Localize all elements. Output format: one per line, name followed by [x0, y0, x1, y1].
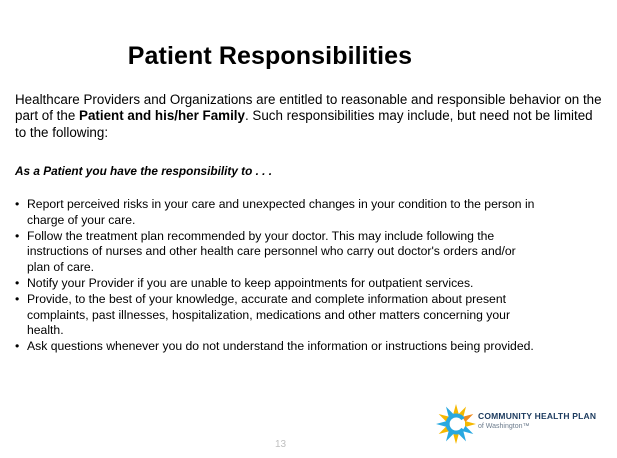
intro-paragraph: [15, 92, 605, 141]
list-item-text: Follow the treatment plan recommended by your doctor. This may include following the instructions of nurses and other health care personnel who carry out doctor's orders and/or plan of care.: [27, 228, 516, 275]
intro-bold-phrase: Patient and his/her Family: [79, 108, 245, 124]
community-health-plan-logo: [436, 402, 616, 446]
list-item: [15, 276, 535, 292]
list-item-text: Report perceived risks in your care and unexpected changes in your condition to the person in charge of your care.: [27, 197, 535, 227]
list-item-text: Provide, to the best of your knowledge, accurate and complete information about present complaints, past illnesses, hospitalization, medications and other matters concerning your health.: [27, 291, 511, 338]
bullet-icon: •: [15, 275, 20, 290]
responsibility-lead-in: As a Patient you have the responsibility to . . .: [15, 164, 272, 178]
page-title: Patient Responsibilities: [127, 42, 413, 70]
bullet-icon: •: [15, 291, 20, 306]
list-item-text: Notify your Provider if you are unable to keep appointments for outpatient services.: [27, 275, 474, 290]
responsibility-list: [15, 197, 535, 355]
list-item: [15, 197, 535, 229]
bullet-icon: •: [15, 197, 20, 211]
list-item: [15, 339, 535, 355]
logo-name: COMMUNITY HEALTH PLAN: [478, 411, 597, 421]
intro-text-end: . Such responsibilities may include, but need not be limited to the following:: [15, 108, 593, 140]
intro-text-start: Healthcare Providers and Organizations are entitled to reasonable and responsible behavior on the part of the: [15, 92, 602, 124]
list-item-text: Ask questions whenever you do not understand the information or instructions being provided.: [27, 339, 534, 354]
page-number: 13: [275, 439, 287, 450]
sunburst-logo-icon: [436, 402, 476, 446]
logo-subtitle: of Washington™: [478, 423, 530, 430]
bullet-icon: •: [15, 339, 20, 354]
list-item: [15, 292, 535, 339]
list-item: [15, 229, 535, 276]
bullet-icon: •: [15, 228, 20, 243]
